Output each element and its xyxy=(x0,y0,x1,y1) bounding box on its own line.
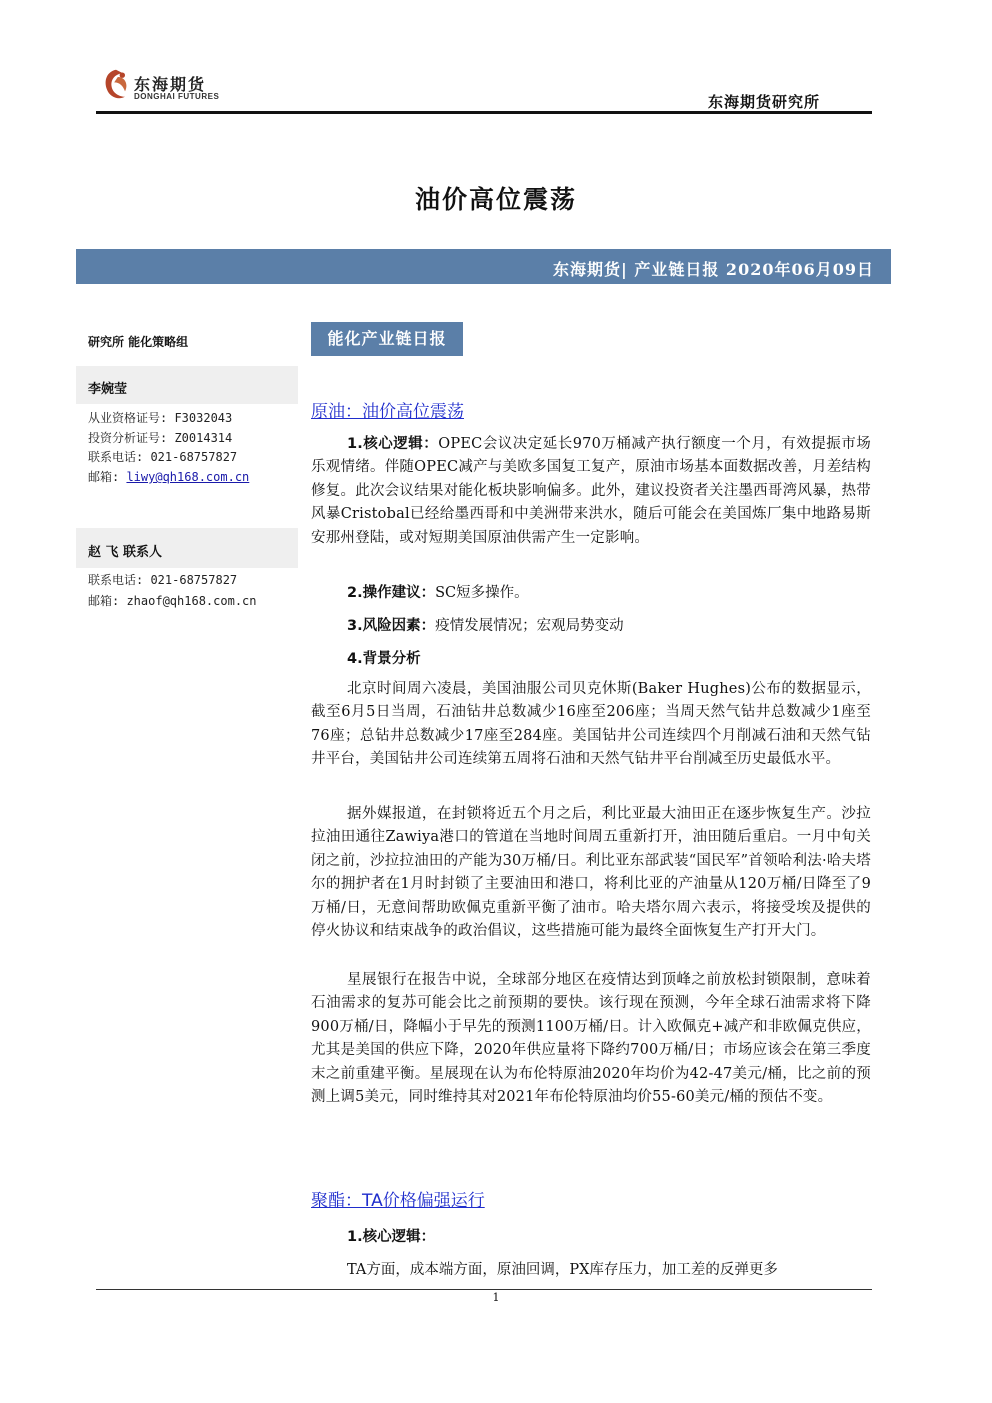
institute-name: 东海期货研究所 xyxy=(707,93,820,111)
core-logic-paragraph xyxy=(311,433,871,550)
section2-core-label: 1.核心逻辑： xyxy=(347,1229,436,1245)
background-label: 4.背景分析 xyxy=(347,651,421,667)
analyst2-phone: 联系电话: 021-68757827 xyxy=(88,573,238,587)
analyst1-invest-cert: 投资分析证号: Z0014314 xyxy=(88,431,233,445)
analyst2-name: 赵 飞 联系人 xyxy=(88,545,163,560)
analyst1-email-row xyxy=(88,468,249,485)
section-polyester-link[interactable]: 聚酯：TA价格偏强运行 xyxy=(311,1191,485,1211)
background-paragraph-3: 星展银行在报告中说，全球部分地区在疫情达到顶峰之前放松封锁限制，意味着石油需求的复苏可能会比之前预期的要快。该行现在预测，今年全球石油需求将下降900万桶/日，降幅小于早先的预测1100万桶/日。计入欧佩克+减产和非欧佩克供应，尤其是美国的供应下降，2020年供应量将下降约700万桶/日；市场应该会在第三季度末之前重建平衡。星展现在认为布伦特原油2020年均价为42-47美元/桶，比之前的预测上调5美元，同时维持其对2021年布伦特原油均价55-60美元/桶的预估不变。 xyxy=(311,972,871,1106)
background-heading xyxy=(347,647,421,668)
risk-label: 3.风险因素： xyxy=(347,618,436,634)
logo-text-en: DONGHAI FUTURES xyxy=(134,92,220,101)
header-rule xyxy=(96,111,872,114)
analyst1-email-link[interactable]: liwy@qh168.com.cn xyxy=(126,470,250,484)
department-label: 研究所 能化策略组 xyxy=(88,335,189,349)
analyst1-name: 李婉莹 xyxy=(88,382,128,397)
core-logic-text: OPEC会议决定延长970万桶减产执行额度一个月，有效提振市场乐观情绪。伴随OPEC减产与美欧多国复工复产，原油市场基本面数据改善，月差结构修复。此次会议结果对能化板块影响偏多。此外，建议投资者关注墨西哥湾风暴，热带风暴Cristobal已经给墨西哥和中美洲带来洪水，随后可能会在美国炼厂集中地路易斯安那州登陆，或对短期美国原油供需产生一定影响。 xyxy=(311,436,871,546)
core-logic-label: 1.核心逻辑： xyxy=(347,436,439,452)
section2-text: TA方面，成本端方面，原油回调，PX库存压力，加工差的反弹更多 xyxy=(347,1262,778,1278)
operation-label: 2.操作建议： xyxy=(347,585,436,601)
risk-text: 疫情发展情况；宏观局势变动 xyxy=(435,618,624,634)
logo-text-cn: 东海期货 xyxy=(134,75,207,94)
analyst1-email-label: 邮箱: xyxy=(88,470,127,484)
background-paragraph-2: 据外媒报道，在封锁将近五个月之后，利比亚最大油田正在逐步恢复生产。沙拉拉油田通往Zawiya港口的管道在当地时间周五重新打开，油田随后重启。一月中旬关闭之前，沙拉拉油田的产能为30万桶/日。利比亚东部武装“国民军”首领哈利法·哈夫塔尔的拥护者在1月时封锁了主要油田和港口，将利比亚的产油量从120万桶/日降至了9万桶/日，无意间帮助欧佩克重新平衡了油市。哈夫塔尔周六表示，将接受埃及提供的停火协议和结束战争的政治倡议，这些措施可能为最终全面恢复生产打开大门。 xyxy=(311,806,871,940)
operation-text: SC短多操作。 xyxy=(435,585,529,601)
operation-advice xyxy=(347,581,529,602)
section2-core-heading xyxy=(347,1225,435,1246)
banner-text: 东海期货| 产业链日报 2020年06月09日 xyxy=(552,260,874,279)
analyst2-email: 邮箱: zhaof@qh168.com.cn xyxy=(88,594,257,608)
analyst1-phone: 联系电话: 021-68757827 xyxy=(88,450,238,464)
analyst1-cert: 从业资格证号: F3032043 xyxy=(88,411,233,425)
page-number: 1 xyxy=(492,1291,500,1304)
risk-factors xyxy=(347,614,624,635)
page-title: 油价高位震荡 xyxy=(414,185,577,214)
section-tag: 能化产业链日报 xyxy=(311,322,463,356)
background-paragraph-1: 北京时间周六凌晨，美国油服公司贝克休斯(Baker Hughes)公布的数据显示，截至6月5日当周，石油钻井总数减少16座至206座；当周天然气钻井总数减少1座至76座；总钻井总数减少17座至284座。美国钻井公司连续四个月削减石油和天然气钻井平台，美国钻井公司连续第五周将石油和天然气钻井平台削减至历史最低水平。 xyxy=(311,681,871,768)
section-crude-oil-link[interactable]: 原油：油价高位震荡 xyxy=(311,402,464,422)
footer-rule xyxy=(96,1289,872,1290)
donghai-logo-icon xyxy=(98,66,134,106)
